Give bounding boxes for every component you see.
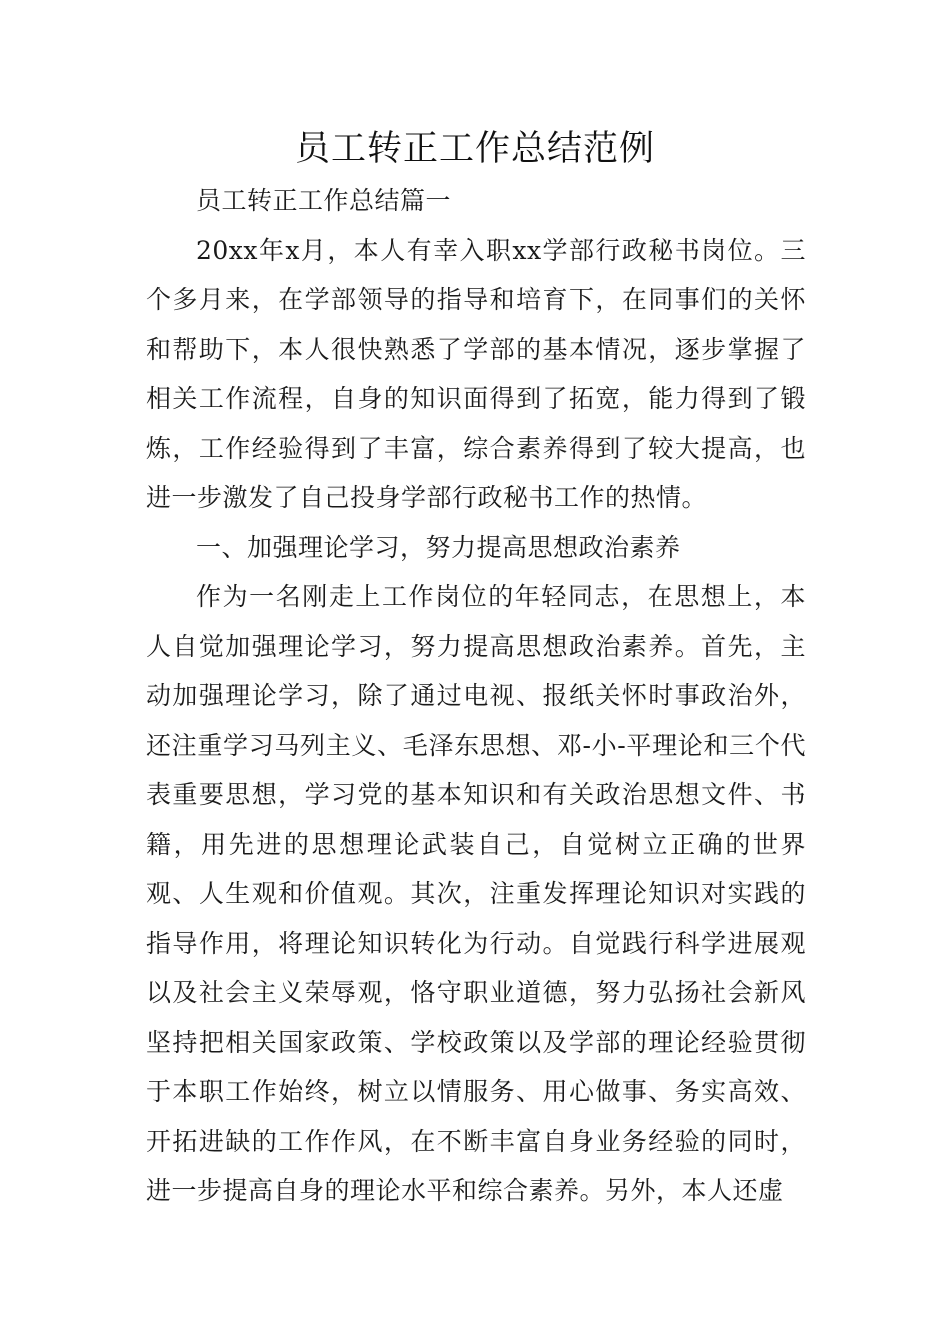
section-heading-part-one: 员工转正工作总结篇一 [196,186,452,215]
section-heading-theory-study: 一、加强理论学习，努力提高思想政治素养 [196,532,681,562]
intro-paragraph: 20xx年x月，本人有幸入职xx学部行政秘书岗位。三个多月来，在学部领导的指导和培育下，在同事们的关怀和帮助下，本人很快熟悉了学部的基本情况，逐步掌握了相关工作流程，自身的知识面得到了拓宽，能力得到了锻炼，工作经验得到了丰富，综合素养得到了较大提高，也进一步激发了自己投身学部行政秘书工作的热情。 [146,235,806,512]
document-title: 员工转正工作总结范例 [294,129,655,169]
document-body [146,176,806,1216]
theory-study-paragraph: 作为一名刚走上工作岗位的年轻同志，在思想上，本人自觉加强理论学习，努力提高思想政治素养。首先，主动加强理论学习，除了通过电视、报纸关怀时事政治外，还注重学习马列主义、毛泽东思想、邓-小-平理论和三个代表重要思想，学习党的基本知识和有关政治思想文件、书籍，用先进的思想理论武装自己，自觉树立正确的世界观、人生观和价值观。其次，注重发挥理论知识对实践的指导作用，将理论知识转化为行动。自觉践行科学进展观以及社会主义荣辱观，恪守职业道德，努力弘扬社会新风坚持把相关国家政策、学校政策以及学部的理论经验贯彻于本职工作始终，树立以情服务、用心做事、务实高效、开拓进缺的工作作风，在不断丰富自身业务经验的同时，进一步提高自身的理论水平和综合素养。另外，本人还虚 [146,582,806,1205]
